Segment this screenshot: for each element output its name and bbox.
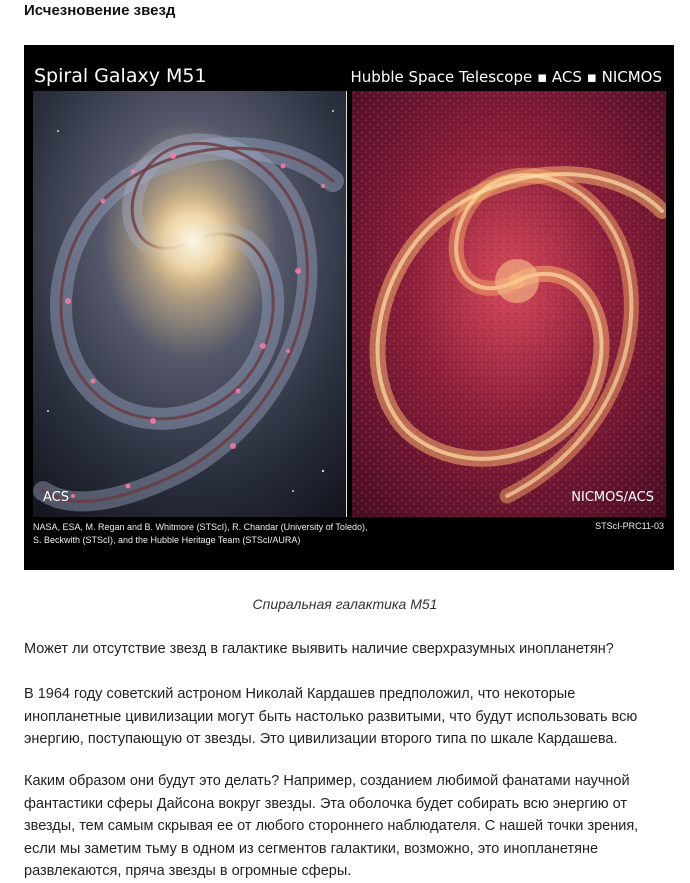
credit-line-1: NASA, ESA, M. Regan and B. Whitmore (STScI), R. Chandar (University of Toledo), — [33, 522, 368, 532]
image-credit — [33, 521, 493, 547]
paragraph-2: В 1964 году советский астроном Николай Кардашев предположил, что некоторые инопланетные цивилизации могут быть настолько развитыми, что будут использовать всю энергию, поступающую от звезды. Это цивилизации второго типа по шкале Кардашева. — [24, 686, 638, 747]
credit-line-2: S. Beckwith (STScI), and the Hubble Heritage Team (STScI/AURA) — [33, 535, 301, 545]
figure-right-title: Hubble Space Telescope ▪ ACS ▪ NICMOS — [350, 68, 662, 86]
nicmos-galaxy-image — [352, 91, 666, 517]
paragraph-3: Каким образом они будут это делать? Например, созданием любимой фанатами научной фантастики сферы Дайсона вокруг звезды. Эта оболочка будет собирать всю энергию от звезды, тем самым скрывая ее от любого стороннего наблюдателя. С нашей точки зрения, если мы заметим тьму в одном из сегментов галактики, возможно, это инопланетяне развлекаются, пряча звезды в огромные сферы. — [24, 773, 639, 879]
acs-galaxy-image — [33, 91, 346, 517]
figure-caption: Спиральная галактика М51 — [252, 596, 438, 612]
nicmos-label: NICMOS/ACS — [571, 490, 654, 505]
paragraph-1: Может ли отсутствие звезд в галактике выявить наличие сверхразумных инопланетян? — [24, 641, 614, 657]
acs-image-panel — [33, 91, 347, 517]
galaxy-figure — [24, 45, 674, 570]
nicmos-image-panel — [352, 91, 666, 517]
image-id: STScI-PRC11-03 — [595, 521, 664, 531]
acs-label: ACS — [43, 490, 69, 505]
figure-left-title: Spiral Galaxy M51 — [34, 65, 207, 87]
article-title: Исчезновение звезд — [24, 2, 176, 19]
